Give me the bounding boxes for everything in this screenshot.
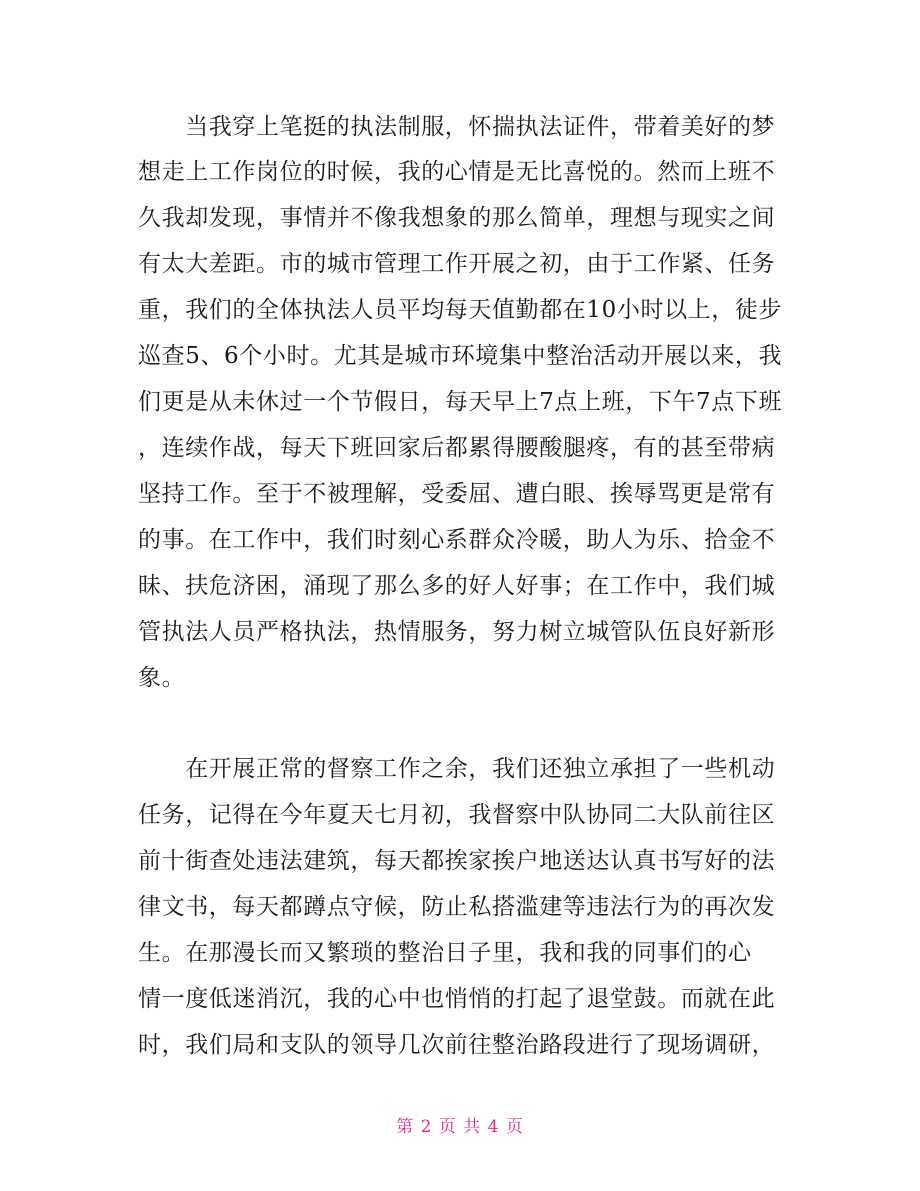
- paragraph-1-line: 想走上工作岗位的时候，我的心情是无比喜悦的。然而上班不: [138, 159, 776, 185]
- paragraph-2-line: 生。在那漫长而又繁琐的整治日子里，我和我的同事们的心: [138, 940, 752, 966]
- paragraph-1-line: 坚持工作。至于不被理解，受委屈、遭白眼、挨辱骂更是常有: [138, 481, 776, 507]
- paragraph-1-line: 当我穿上笔挺的执法制服，怀揣执法证件，带着美好的梦: [138, 114, 776, 140]
- paragraph-1-line: ，连续作战，每天下班回家后都累得腰酸腿疼，有的甚至带病: [138, 435, 776, 461]
- paragraph-1-line: 久我却发现，事情并不像我想象的那么简单，理想与现实之间: [138, 205, 776, 231]
- paragraph-1-line: 昧、扶危济困，涌现了那么多的好人好事；在工作中，我们城: [138, 573, 776, 599]
- paragraph-2-line: 时，我们局和支队的领导几次前往整治路段进行了现场调研，: [138, 1032, 776, 1058]
- paragraph-1-line: 象。: [138, 665, 186, 691]
- paragraph-1-line: 有太大差距。市的城市管理工作开展之初，由于工作紧、任务: [138, 251, 776, 277]
- paragraph-1-line: 们更是从未休过一个节假日，每天早上7点上班，下午7点下班: [138, 389, 783, 415]
- paragraph-1-line: 重，我们的全体执法人员平均每天值勤都在10小时以上，徒步: [138, 297, 783, 323]
- paragraph-2-line: 律文书，每天都蹲点守候，防止私搭滥建等违法行为的再次发: [138, 894, 776, 920]
- paragraph-2-line: 情一度低迷消沉，我的心中也悄悄的打起了退堂鼓。而就在此: [138, 986, 776, 1012]
- paragraph-2-line: 前十街查处违法建筑，每天都挨家挨户地送达认真书写好的法: [138, 848, 776, 874]
- paragraph-2-line: 任务，记得在今年夏天七月初，我督察中队协同二大队前往区: [138, 802, 776, 828]
- paragraph-1-line: 的事。在工作中，我们时刻心系群众冷暖，助人为乐、拾金不: [138, 527, 776, 553]
- page-number-footer: 第 2 页 共 4 页: [396, 1117, 524, 1137]
- paragraph-1-line: 巡查5、6个小时。尤其是城市环境集中整治活动开展以来，我: [138, 343, 783, 369]
- paragraph-2-line: 在开展正常的督察工作之余，我们还独立承担了一些机动: [138, 756, 776, 782]
- paragraph-1-line: 管执法人员严格执法，热情服务，努力树立城管队伍良好新形: [138, 619, 776, 645]
